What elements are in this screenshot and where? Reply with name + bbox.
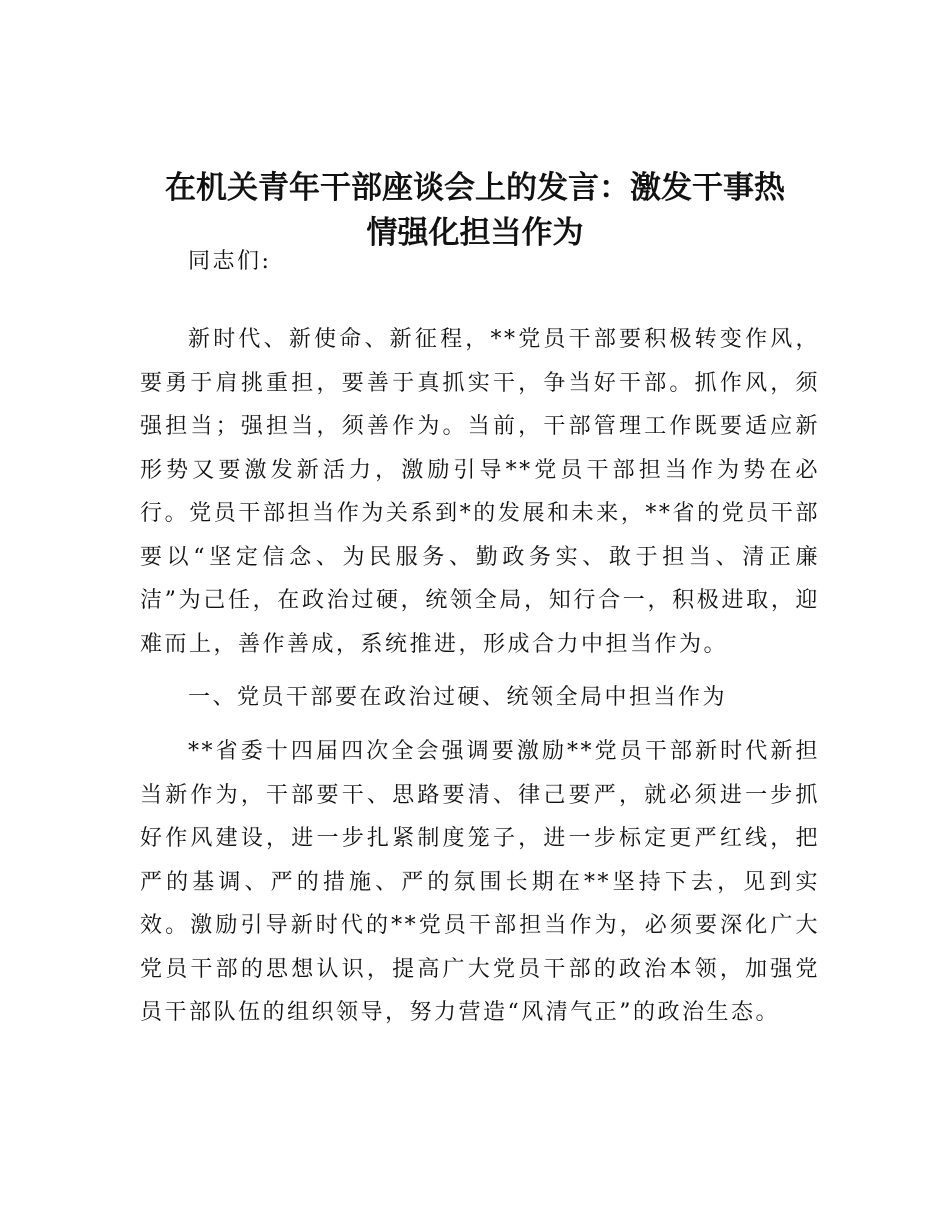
body-paragraph-2: **省委十四届四次全会强调要激励**党员干部新时代新担当新作为，干部要干、思路要清、律己要严，就必须进一步抓好作风建设，进一步扎紧制度笼子，进一步标定更严红线，把严的基调、严的措施、严的氛围长期在**坚持下去，见到实效。激励引导新时代的**党员干部担当作为，必须要深化广大党员干部的思想认识，提高广大党员干部的政治本领，加强党员干部队伍的组织领导，努力营造“风清气正”的政治生态。	[140, 739, 820, 1025]
section-heading-1: 一、党员干部要在政治过硬、统领全局中担当作为	[188, 685, 728, 710]
body-paragraph-1: 新时代、新使命、新征程，**党员干部要积极转变作风，要勇于肩挑重担，要善于真抓实干，争当好干部。抓作风，须强担当；强担当，须善作为。当前，干部管理工作既要适应新形势又要激发新活力，激励引导**党员干部担当作为势在必行。党员干部担当作为关系到*的发展和未来，**省的党员干部要以“坚定信念、为民服务、勤政务实、敢于担当、清正廉洁”为己任，在政治过硬，统领全局，知行合一，积极进取，迎难而上，善作善成，系统推进，形成合力中担当作为。	[140, 327, 820, 657]
document-title-line-1: 在机关青年干部座谈会上的发言：激发干事热	[165, 170, 785, 206]
greeting-line: 同志们:	[188, 249, 272, 274]
document-title-line-2: 情强化担当作为	[366, 215, 584, 251]
